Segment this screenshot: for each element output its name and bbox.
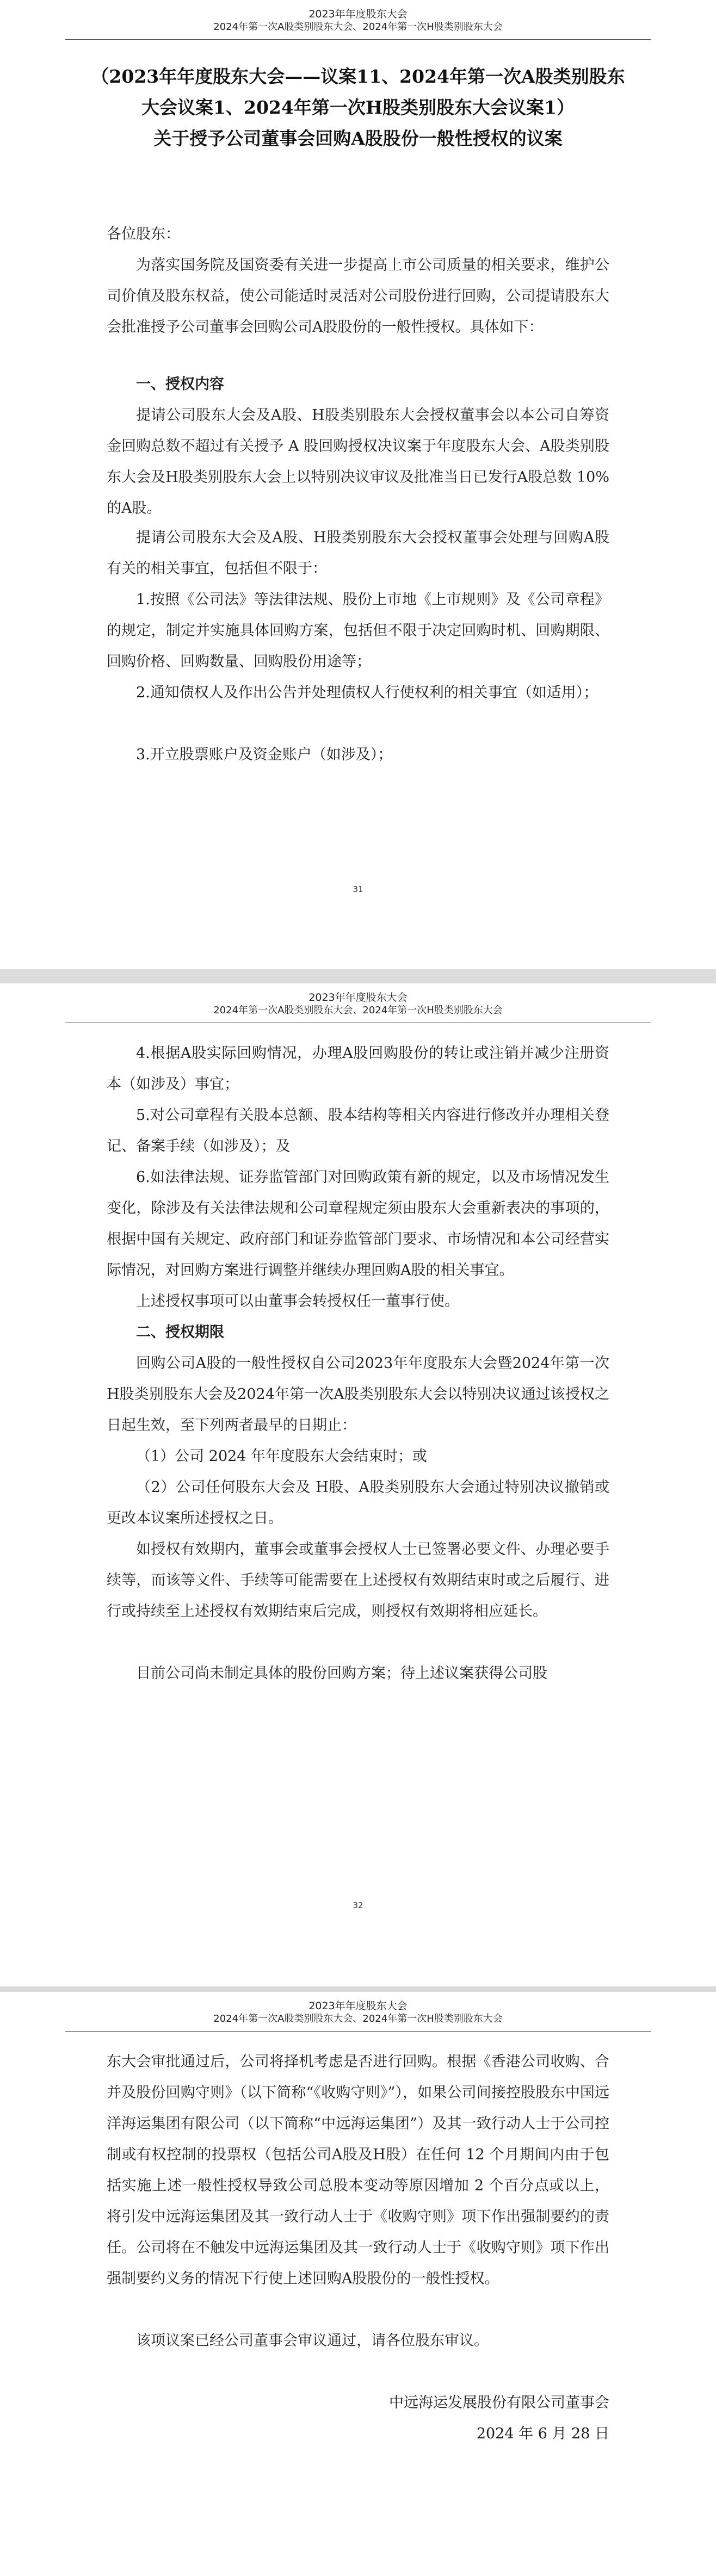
paragraph-repurchase-limit: 提请公司股东大会及A股、H股类别股东大会授权董事会以本公司自筹资金回购总数不超过有关授予 A 股回购授权决议案于年度股东大会、A股类别股东大会及H股类别股东大会上以特别决议审议及批准当日已发行A股总数 10%的A股。 <box>107 407 609 517</box>
paragraph-plan-status: 目前公司尚未制定具体的股份回购方案；待上述议案获得公司股 <box>136 1665 547 1682</box>
list-item-4: 4.根据A股实际回购情况，办理A股回购股份的转让或注销并减少注册资本（如涉及）事宜； <box>107 1045 609 1093</box>
intro-paragraph: 为落实国务院及国资委有关进一步提高上市公司质量的相关要求，维护公司价值及股东权益，使公司能适时灵活对公司股份进行回购，公司提请股东大会批准授予公司董事会回购公司A股股份的一般性授权。具体如下： <box>107 257 609 336</box>
paragraph-delegation: 上述授权事项可以由董事会转授权任一董事行使。 <box>136 1293 459 1310</box>
period-option-1: （1）公司 2024 年年度股东大会结束时；或 <box>136 1448 428 1465</box>
list-item-3: 3.开立股票账户及资金账户（如涉及）； <box>136 746 393 763</box>
header-meeting-title: 2023年年度股东大会 <box>308 8 408 20</box>
header-meeting-subtitle: 2024年第一次A股类别股东大会、2024年第一次H股类别股东大会 <box>213 2013 503 2024</box>
section-heading-authorization-content: 一、授权内容 <box>136 376 224 393</box>
proposal-title-line-1: （2023年年度股东大会——议案11、2024年第一次A股类别股东 <box>91 66 625 87</box>
paragraph-takeovers-code: 东大会审批通过后，公司将择机考虑是否进行回购。根据《香港公司收购、合并及股份回购守则》（以下简称“《收购守则》”），如果公司间接控股股东中国远洋海运集团有限公司（以下简称“中远海运集团”）及其一致行动人士于公司控制或有权控制的投票权（包括公司A股及H股）在任何 12 个月期间内由于包括实施上述一般性授权导致公司总股本变动等原因增加 2 个百分点或以上，将引发中远海运集团及其一致行动人士于《收购守则》项下作出强制要约的责任。公司将在不触发中远海运集团及其一致行动人士于《收购守则》项下作出强制要约义务的情况下行使上述回购A股股份的一般性授权。 <box>107 2053 609 2287</box>
section-heading-authorization-period: 二、授权期限 <box>136 1324 224 1341</box>
running-header <box>0 8 716 34</box>
signature-date: 2024 年 6 月 28 日 <box>476 2425 609 2442</box>
period-option-2: （2）公司任何股东大会及 H股、A股类别股东大会通过特别决议撤销或更改本议案所述授权之日。 <box>107 1479 609 1527</box>
paragraph-effective-period: 回购公司A股的一般性授权自公司2023年年度股东大会暨2024年第一次H股类别股东大会及2024年第一次A股类别股东大会以特别决议通过该授权之日起生效，至下列两者最早的日期止： <box>107 1355 609 1434</box>
proposal-title-line-3: 关于授予公司董事会回购A股股份一般性授权的议案 <box>153 128 563 149</box>
running-header <box>0 1999 716 2026</box>
running-header <box>0 991 716 1017</box>
paragraph-extension: 如授权有效期内，董事会或董事会授权人士已签署必要文件、办理必要手续等，而该等文件、手续等可能需要在上述授权有效期结束时或之后履行、进行或持续至上述授权有效期结束后完成，则授权有效期将相应延长。 <box>107 1541 609 1620</box>
salutation: 各位股东： <box>107 226 180 243</box>
page-gap <box>0 1986 716 1992</box>
header-divider <box>65 2031 651 2032</box>
list-item-1: 1.按照《公司法》等法律法规、股份上市地《上市规则》及《公司章程》的规定，制定并实施具体回购方案，包括但不限于决定回购时机、回购期限、回购价格、回购数量、回购股份用途等； <box>107 591 609 670</box>
header-meeting-subtitle: 2024年第一次A股类别股东大会、2024年第一次H股类别股东大会 <box>213 21 503 33</box>
proposal-title-line-2: 大会议案1、2024年第一次H股类别股东大会议案1） <box>141 97 575 118</box>
document-page-3 <box>0 1992 716 2576</box>
proposal-title <box>87 61 629 154</box>
list-item-2: 2.通知债权人及作出公告并处理债权人行使权利的相关事宜（如适用）； <box>136 684 598 701</box>
signature-board: 中远海运发展股份有限公司董事会 <box>389 2394 609 2411</box>
header-meeting-title: 2023年年度股东大会 <box>308 992 408 1004</box>
paragraph-board-review: 该项议案已经公司董事会审议通过，请各位股东审议。 <box>136 2332 489 2349</box>
page-gap <box>0 969 716 983</box>
page-number: 31 <box>353 884 363 894</box>
paragraph-board-authorization: 提请公司股东大会及A股、H股类别股东大会授权董事会处理与回购A股有关的相关事宜，包括但不限于： <box>107 529 609 577</box>
list-item-5: 5.对公司章程有关股本总额、股本结构等相关内容进行修改并办理相关登记、备案手续（如涉及）；及 <box>107 1107 609 1155</box>
document-page-1 <box>0 0 716 969</box>
header-meeting-title: 2023年年度股东大会 <box>308 2000 408 2012</box>
document-page-2 <box>0 983 716 1986</box>
header-meeting-subtitle: 2024年第一次A股类别股东大会、2024年第一次H股类别股东大会 <box>213 1005 503 1016</box>
list-item-6: 6.如法律法规、证券监管部门对回购政策有新的规定，以及市场情况发生变化，除涉及有关法律法规和公司章程规定须由股东大会重新表决的事项的，根据中国有关规定、政府部门和证券监管部门要求、市场情况和本公司经营实际情况，对回购方案进行调整并继续办理回购A股的相关事宜。 <box>107 1169 609 1279</box>
header-divider <box>65 39 651 40</box>
page-number: 32 <box>353 1900 363 1910</box>
